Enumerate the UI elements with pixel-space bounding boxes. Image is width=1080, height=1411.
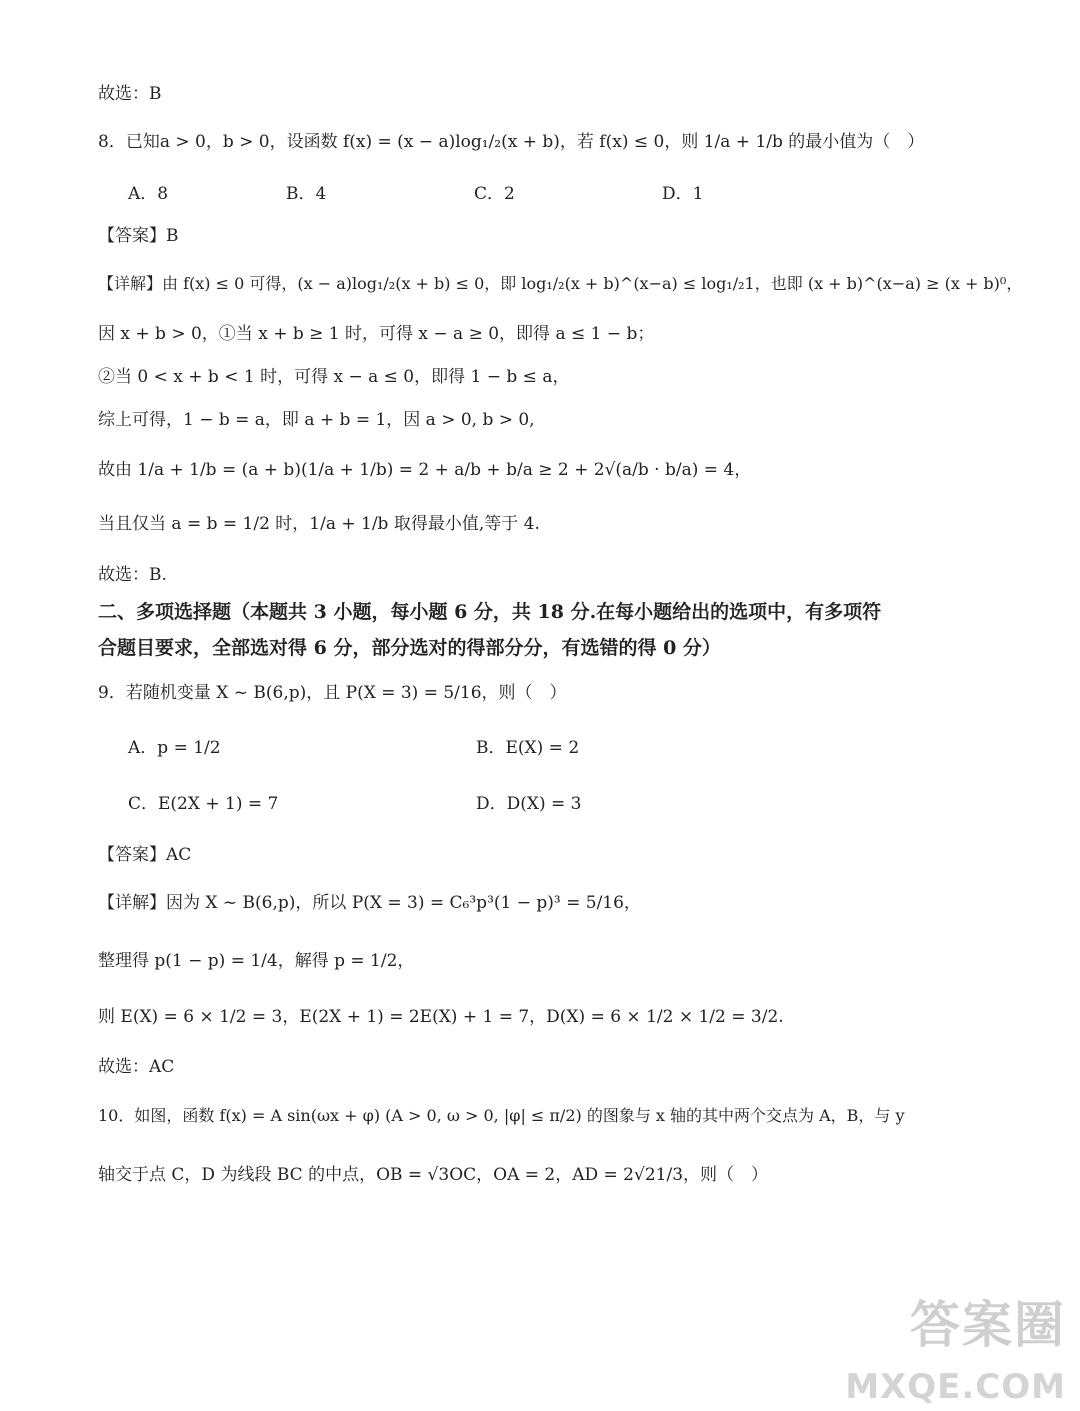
detail-line: 则 E(X) = 6 × 1/2 = 3，E(2X + 1) = 2E(X) + 1 = 7，D(X) = 6 × 1/2 × 1/2 = 3/2. (98, 1007, 784, 1027)
question-10-continued: 轴交于点 C，D 为线段 BC 的中点，OB = √3OC，OA = 2，AD = 2√21/3，则（ ） (98, 1165, 769, 1185)
option-a: A．8 (128, 184, 169, 204)
question-9: 9．若随机变量 X ~ B(6,p)，且 P(X = 3) = 5/16，则（ ） (98, 683, 567, 703)
text-line: 故选：B. (98, 565, 167, 585)
answer-label: 【答案】AC (98, 845, 192, 865)
detail-line: 【详解】由 f(x) ≤ 0 可得，(x − a)log₁/₂(x + b) ≤ 0，即 log₁/₂(x + b)^(x−a) ≤ log₁/₂1，也即 (x + b)^(x−a) ≥ (x + b)⁰， (98, 274, 1023, 293)
detail-line: 当且仅当 a = b = 1/2 时，1/a + 1/b 取得最小值,等于 4. (98, 514, 540, 534)
option-d: D．1 (662, 184, 704, 204)
detail-line: 整理得 p(1 − p) = 1/4，解得 p = 1/2， (98, 951, 415, 971)
option-d: D．D(X) = 3 (476, 794, 582, 814)
answer-label: 【答案】B (98, 226, 179, 246)
text-line: 故选：AC (98, 1057, 175, 1077)
watermark-logo: 答案圈 (910, 1296, 1066, 1354)
text-line: 故选：B (98, 84, 162, 104)
watermark-url: MXQE.COM (845, 1367, 1066, 1407)
section-heading: 合题目要求，全部选对得 6 分，部分选对的得部分分，有选错的得 0 分） (98, 637, 721, 659)
option-a: A．p = 1/2 (128, 738, 221, 758)
detail-line: 综上可得，1 − b = a，即 a + b = 1，因 a > 0, b > 0, (98, 410, 535, 430)
option-c: C．2 (474, 184, 515, 204)
detail-line: 故由 1/a + 1/b = (a + b)(1/a + 1/b) = 2 + a/b + b/a ≥ 2 + 2√(a/b · b/a) = 4， (98, 460, 752, 480)
question-8: 8．已知a > 0，b > 0，设函数 f(x) = (x − a)log₁/₂(x + b)，若 f(x) ≤ 0，则 1/a + 1/b 的最小值为（ ） (98, 132, 925, 152)
question-10: 10．如图，函数 f(x) = A sin(ωx + φ) (A > 0, ω > 0, |φ| ≤ π/2) 的图象与 x 轴的其中两个交点为 A，B，与 y (98, 1106, 905, 1125)
detail-line: ②当 0 < x + b < 1 时，可得 x − a ≤ 0，即得 1 − b ≤ a， (98, 367, 570, 387)
option-b: B．E(X) = 2 (476, 738, 580, 758)
option-b: B．4 (286, 184, 327, 204)
section-heading: 二、多项选择题（本题共 3 小题，每小题 6 分，共 18 分.在每小题给出的选项中，有多项符 (98, 601, 882, 623)
detail-line: 因 x + b > 0，①当 x + b ≥ 1 时，可得 x − a ≥ 0，即得 a ≤ 1 − b； (98, 324, 655, 344)
detail-line: 【详解】因为 X ~ B(6,p)，所以 P(X = 3) = C₆³p³(1 − p)³ = 5/16， (98, 893, 641, 913)
option-c: C．E(2X + 1) = 7 (128, 794, 279, 814)
